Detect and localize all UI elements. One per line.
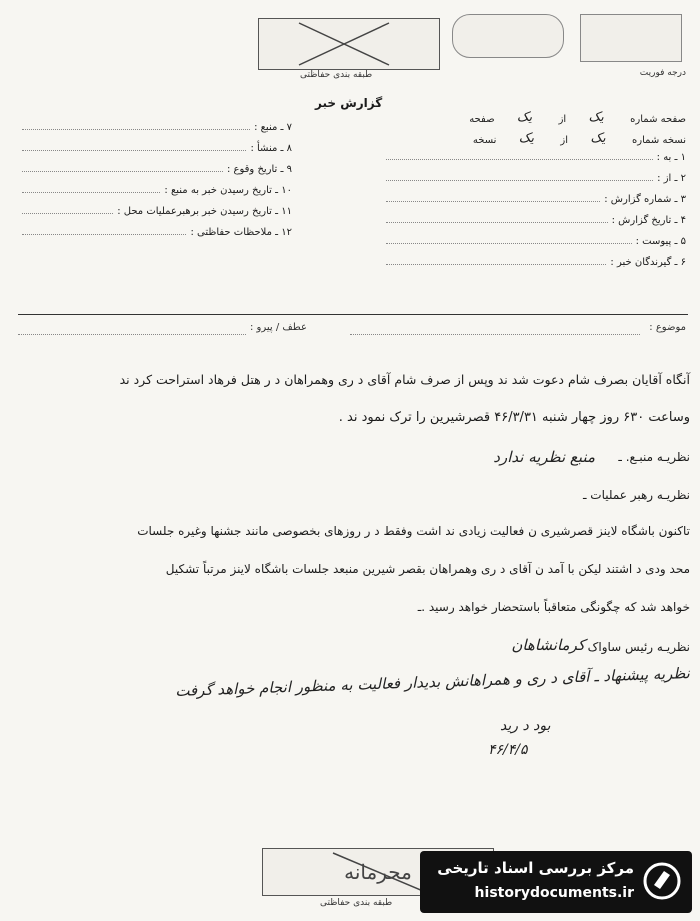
field-line — [386, 200, 600, 202]
field-label: ۹ ـ تاریخ وقوع : — [226, 164, 292, 175]
right-field-row — [386, 110, 686, 125]
subject-line — [350, 334, 640, 335]
right-field-row — [386, 152, 686, 163]
field-hand-value: یک — [590, 131, 606, 146]
field-label: ۶ ـ گیرندگان خبر : — [610, 257, 686, 268]
field-line — [22, 170, 223, 172]
field-label: ۷ ـ منبع : — [254, 122, 292, 133]
ops-opinion-label: نظریـه رهبر عملیات ـ — [582, 488, 690, 502]
field-mid: از — [558, 114, 567, 125]
right-field-row — [386, 131, 686, 146]
field-line — [22, 191, 160, 193]
field-label: ۳ ـ شماره گزارش : — [604, 194, 686, 205]
field-mid: از — [560, 135, 569, 146]
field-label: صفحه شماره — [630, 114, 686, 125]
subject-label: موضوع : — [649, 322, 686, 333]
field-label: ۱۱ ـ تاریخ رسیدن خبر برهبرعملیات محل : — [117, 206, 292, 217]
field-label: ۴ ـ تاریخ گزارش : — [611, 215, 686, 226]
field-end: صفحه — [469, 114, 495, 125]
left-field-row — [22, 143, 292, 154]
right-field-row — [386, 215, 686, 226]
field-line — [22, 212, 113, 214]
left-field-row — [22, 206, 292, 217]
handwritten-signature-2: ۴۶/۴/۵ — [488, 742, 528, 758]
field-line — [386, 242, 632, 244]
field-hand-value: یک — [516, 110, 533, 125]
ops-line-1: تاکنون باشگاه لاینز قصرشیری ن فعالیت زیادی ند اشت وفقط د ر روزهای بخصوصی مانند جشنها وغیره جلسات — [137, 524, 690, 538]
page-title: گزارش خبر — [315, 96, 383, 110]
right-field-row — [386, 257, 686, 268]
field-line — [386, 179, 653, 181]
right-field-row — [386, 173, 686, 184]
left-field-row — [22, 122, 292, 133]
source-opinion-handwriting: منبع نظریه ندارد — [493, 448, 595, 466]
divider — [18, 314, 688, 315]
bottom-stamp-caption: طبقه بندی حفاظتی — [320, 898, 393, 908]
field-label: ۱۲ ـ ملاحظات حفاظتی : — [190, 227, 292, 238]
source-opinion-label: نظریـه منبـع. ـ — [618, 450, 690, 464]
handwritten-signature-1: بود د رید — [500, 718, 551, 734]
priority-label: درجه فوریت — [639, 68, 686, 78]
logo-url: historydocuments.ir — [474, 885, 634, 901]
archive-logo-banner — [420, 851, 692, 913]
body-line-2: وساعت ۶۳۰ روز چهار شنبه ۴۶/۳/۳۱ قصرشیرین را ترک نمود ند . — [338, 410, 690, 425]
logo-title: مرکز بررسی اسناد تاریخی — [437, 859, 634, 877]
field-line — [22, 233, 186, 235]
strike-mark-icon — [259, 19, 439, 69]
reference-line — [18, 334, 246, 335]
stamp-bottom-text: محرمانه — [344, 860, 412, 884]
field-line — [386, 263, 606, 265]
classification-stamp-top — [258, 18, 440, 70]
ops-line-2: محد ودی د اشتند لیکن با آمد ن آقای د ری وهمراهان بقصر شیرین منبعد جلسات باشگاه لاینز مرتباً تشکیل — [165, 562, 690, 576]
field-line — [22, 128, 250, 130]
field-label: ۸ ـ منشأ : — [250, 143, 292, 154]
right-field-row — [386, 194, 686, 205]
field-label: نسخه شماره — [632, 135, 686, 146]
field-line — [386, 221, 608, 223]
priority-box-top — [580, 14, 682, 62]
chief-handwriting: کرمانشاهان — [511, 636, 585, 654]
left-field-row — [22, 227, 292, 238]
field-hand-value: یک — [588, 110, 604, 125]
body-line-1: آنگاه آقایان بصرف شام دعوت شد ند وپس از صرف شام آقای د ری وهمراهان د ر هتل فرهاد استراحت کرد ند — [119, 372, 690, 387]
left-field-row — [22, 164, 292, 175]
field-line — [386, 158, 653, 160]
ops-line-3: خواهد شد که چگونگی متعاقباً باستحضار خواهد رسید .ـ — [417, 600, 690, 614]
field-label: ۲ ـ از : — [657, 173, 686, 184]
handwritten-comment: نظریه پیشنهاد ـ آقای د ری و همراهانش بدیدار فعالیت به منظور انجام خواهد گرفت — [174, 664, 691, 701]
field-label: ۱۰ ـ تاریخ رسیدن خبر به منبع : — [164, 185, 292, 196]
chief-opinion-label: نظریـه رئیس ساواک — [587, 640, 690, 654]
reference-label: عطف / پیرو : — [250, 322, 307, 333]
field-hand-value: یک — [518, 131, 535, 146]
right-field-row — [386, 236, 686, 247]
priority-stamp-top — [452, 14, 564, 58]
left-field-row — [22, 185, 292, 196]
field-label: ۵ ـ پیوست : — [635, 236, 686, 247]
field-label: ۱ ـ به : — [656, 152, 686, 163]
field-end: نسخه — [472, 135, 497, 146]
top-stamp-caption: طبقه بندی حفاظتی — [300, 70, 373, 80]
archive-logo-icon — [642, 861, 682, 901]
field-line — [22, 149, 246, 151]
